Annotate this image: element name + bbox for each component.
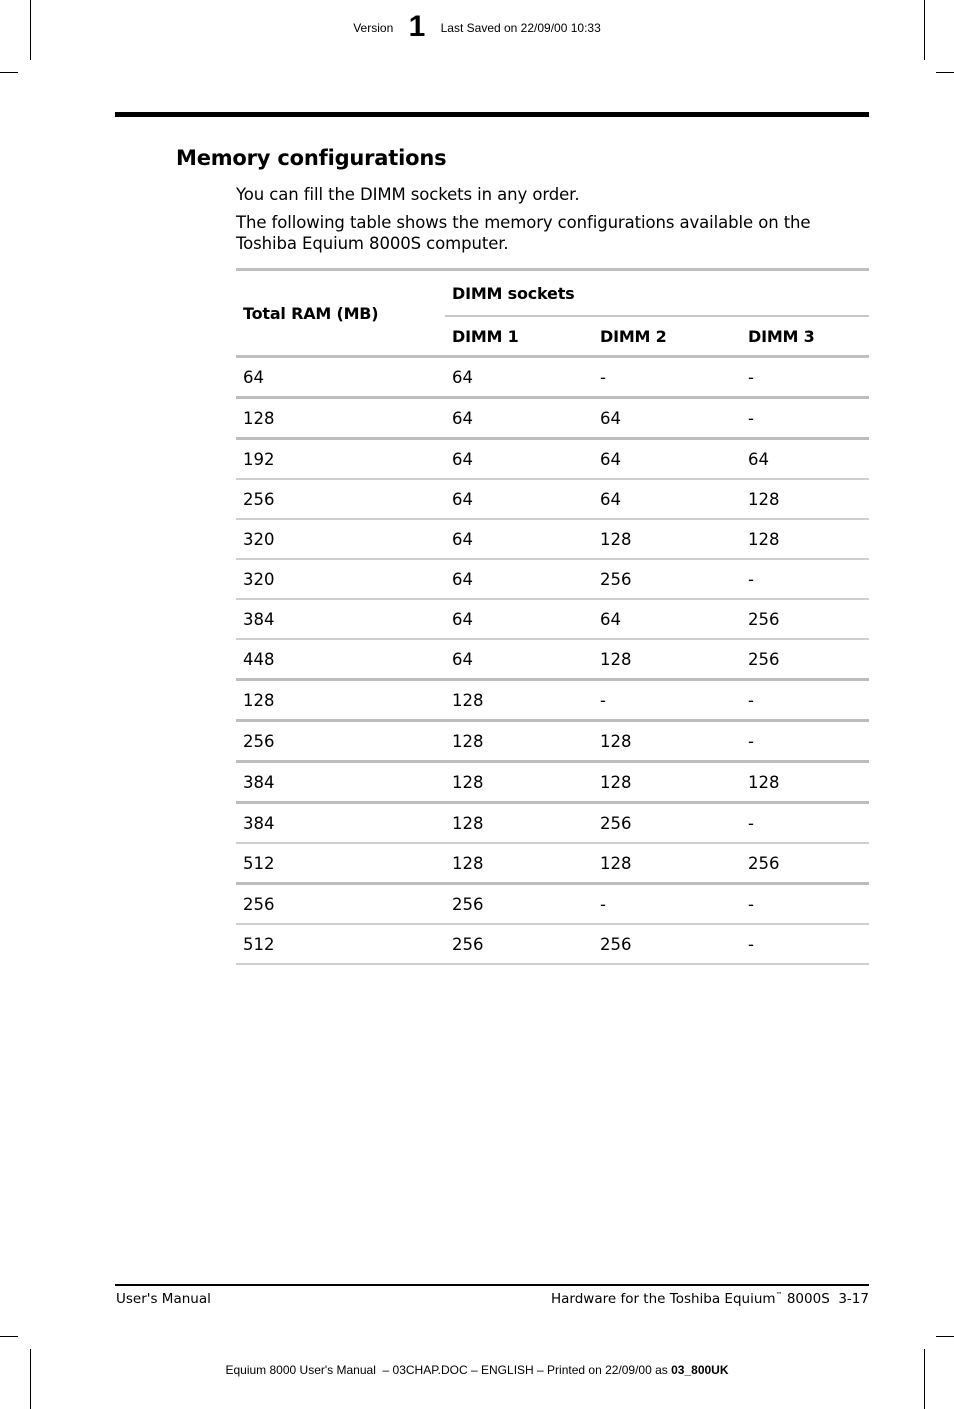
cell-dimm-3: - xyxy=(741,357,869,398)
cell-total-ram: 256 xyxy=(236,479,445,519)
cell-dimm-1: 64 xyxy=(445,559,593,599)
table-row xyxy=(236,762,869,803)
cell-dimm-2: 256 xyxy=(593,803,741,844)
table-row xyxy=(236,357,869,398)
cell-dimm-3: 256 xyxy=(741,843,869,884)
cell-dimm-2: 256 xyxy=(593,924,741,964)
crop-mark-bottom-left-vertical xyxy=(30,1349,31,1409)
header-dimm-2: DIMM 2 xyxy=(593,316,741,357)
version-header xyxy=(0,9,954,43)
table-row xyxy=(236,559,869,599)
footer-manual-title: User's Manual xyxy=(116,1291,211,1307)
cell-dimm-1: 64 xyxy=(445,639,593,680)
print-info xyxy=(0,1363,954,1377)
cell-total-ram: 512 xyxy=(236,843,445,884)
crop-mark-top-right-horizontal xyxy=(936,72,954,73)
cell-dimm-2: 128 xyxy=(593,639,741,680)
bottom-rule xyxy=(115,1284,869,1286)
cell-dimm-1: 256 xyxy=(445,884,593,925)
table-row xyxy=(236,599,869,639)
cell-dimm-1: 128 xyxy=(445,680,593,721)
cell-total-ram: 128 xyxy=(236,398,445,439)
table-row xyxy=(236,439,869,480)
cell-dimm-1: 128 xyxy=(445,721,593,762)
cell-total-ram: 256 xyxy=(236,721,445,762)
cell-dimm-3: - xyxy=(741,884,869,925)
table-row xyxy=(236,924,869,964)
cell-dimm-1: 256 xyxy=(445,924,593,964)
cell-dimm-1: 64 xyxy=(445,439,593,480)
print-info-text: Equium 8000 User's Manual – 03CHAP.DOC – ENGLISH – Printed on 22/09/00 as xyxy=(225,1363,672,1377)
cell-dimm-1: 64 xyxy=(445,599,593,639)
paragraph-2: The following table shows the memory configurations available on the Toshiba Equium 8000S computer. xyxy=(236,213,811,253)
table-row xyxy=(236,639,869,680)
footer-chapter-page xyxy=(551,1291,869,1307)
cell-dimm-2: 128 xyxy=(593,843,741,884)
cell-dimm-2: 256 xyxy=(593,559,741,599)
cell-total-ram: 192 xyxy=(236,439,445,480)
cell-total-ram: 256 xyxy=(236,884,445,925)
crop-mark-bottom-right-horizontal xyxy=(936,1336,954,1337)
cell-total-ram: 448 xyxy=(236,639,445,680)
cell-dimm-1: 128 xyxy=(445,762,593,803)
cell-dimm-1: 64 xyxy=(445,519,593,559)
cell-dimm-3: 64 xyxy=(741,439,869,480)
cell-dimm-3: 128 xyxy=(741,519,869,559)
crop-mark-bottom-left-horizontal xyxy=(0,1336,18,1337)
cell-total-ram: 384 xyxy=(236,803,445,844)
cell-dimm-2: 128 xyxy=(593,762,741,803)
table-row xyxy=(236,479,869,519)
cell-dimm-2: - xyxy=(593,357,741,398)
cell-dimm-1: 64 xyxy=(445,479,593,519)
crop-mark-top-left-horizontal xyxy=(0,72,18,73)
header-dimm-sockets: DIMM sockets xyxy=(445,270,869,317)
memory-config-table xyxy=(236,268,869,965)
print-info-filename: 03_800UK xyxy=(671,1363,729,1377)
cell-dimm-2: - xyxy=(593,884,741,925)
cell-total-ram: 384 xyxy=(236,762,445,803)
cell-dimm-3: - xyxy=(741,721,869,762)
table-row xyxy=(236,843,869,884)
cell-dimm-1: 128 xyxy=(445,803,593,844)
version-label: Version xyxy=(353,20,394,35)
cell-dimm-3: 256 xyxy=(741,599,869,639)
cell-dimm-2: 64 xyxy=(593,398,741,439)
header-dimm-3: DIMM 3 xyxy=(741,316,869,357)
crop-mark-bottom-right-vertical xyxy=(924,1349,925,1409)
cell-dimm-3: - xyxy=(741,559,869,599)
trademark-symbol: ™ xyxy=(775,1291,783,1299)
cell-dimm-3: 256 xyxy=(741,639,869,680)
footer-chapter-title: Hardware for the Toshiba Equium xyxy=(550,1291,776,1307)
cell-dimm-2: - xyxy=(593,680,741,721)
footer-page-number: 8000S 3-17 xyxy=(782,1291,869,1307)
cell-total-ram: 320 xyxy=(236,519,445,559)
cell-dimm-2: 128 xyxy=(593,519,741,559)
table-row xyxy=(236,884,869,925)
table-row xyxy=(236,519,869,559)
cell-dimm-1: 64 xyxy=(445,398,593,439)
cell-dimm-3: - xyxy=(741,924,869,964)
cell-dimm-3: - xyxy=(741,803,869,844)
table-row xyxy=(236,680,869,721)
table-row xyxy=(236,803,869,844)
section-title: Memory configurations xyxy=(176,146,447,170)
table-row xyxy=(236,398,869,439)
top-rule xyxy=(115,112,869,117)
cell-total-ram: 384 xyxy=(236,599,445,639)
cell-dimm-2: 64 xyxy=(593,479,741,519)
header-total-ram: Total RAM (MB) xyxy=(236,270,445,357)
cell-total-ram: 128 xyxy=(236,680,445,721)
cell-dimm-3: 128 xyxy=(741,762,869,803)
cell-dimm-3: - xyxy=(741,398,869,439)
cell-total-ram: 64 xyxy=(236,357,445,398)
cell-dimm-1: 128 xyxy=(445,843,593,884)
cell-total-ram: 512 xyxy=(236,924,445,964)
cell-dimm-2: 64 xyxy=(593,599,741,639)
cell-dimm-3: 128 xyxy=(741,479,869,519)
cell-dimm-2: 128 xyxy=(593,721,741,762)
cell-total-ram: 320 xyxy=(236,559,445,599)
table-row xyxy=(236,721,869,762)
paragraph-1: You can fill the DIMM sockets in any order. xyxy=(236,185,580,204)
header-dimm-1: DIMM 1 xyxy=(445,316,593,357)
cell-dimm-3: - xyxy=(741,680,869,721)
cell-dimm-1: 64 xyxy=(445,357,593,398)
version-number: 1 xyxy=(408,9,426,43)
cell-dimm-2: 64 xyxy=(593,439,741,480)
last-saved: Last Saved on 22/09/00 10:33 xyxy=(440,20,601,35)
